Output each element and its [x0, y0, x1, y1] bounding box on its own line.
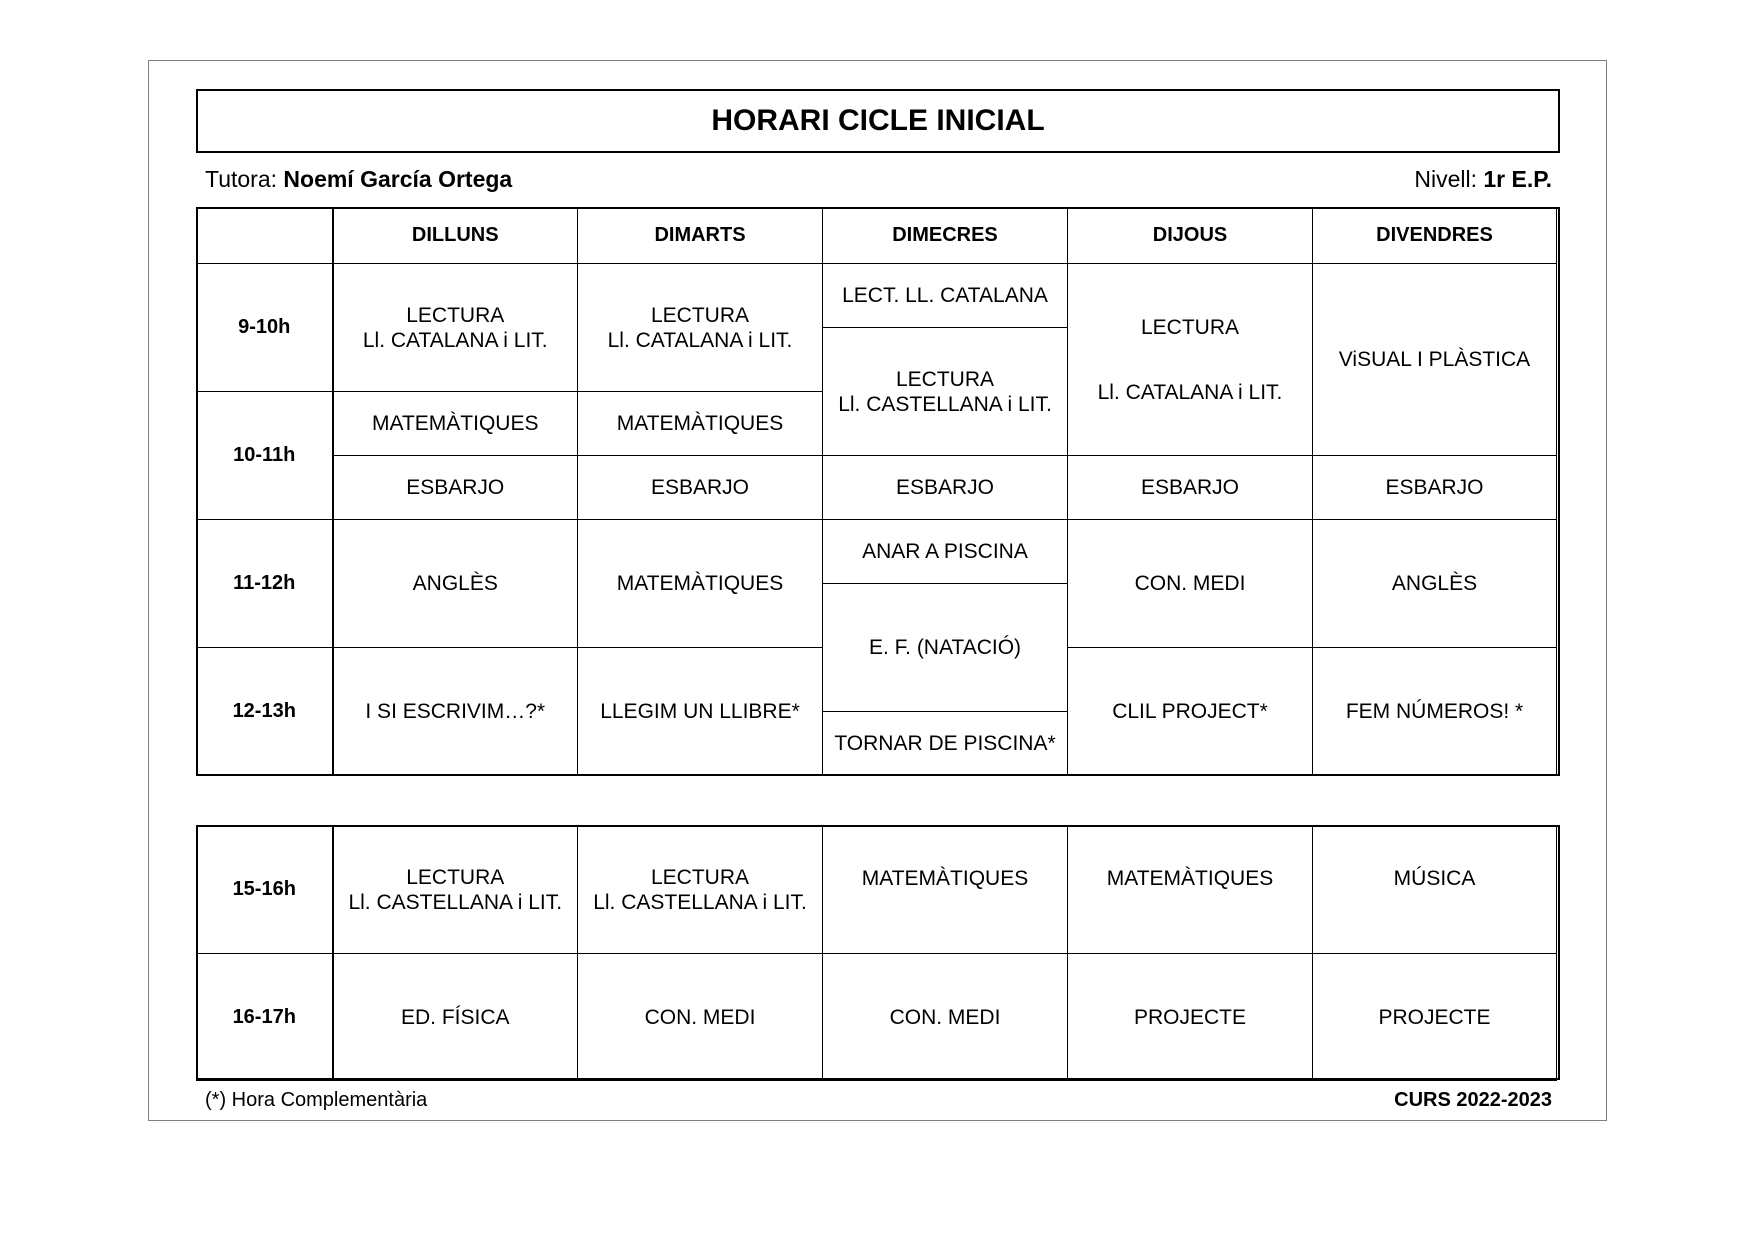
day-header-row	[197, 208, 1557, 264]
level-info	[1414, 166, 1552, 193]
footnote: (*) Hora Complementària	[205, 1089, 428, 1111]
cell-dimecres-lectura-castellana	[823, 328, 1068, 456]
cell-pm-dilluns-lectura	[333, 826, 578, 954]
cell-pm-dijous-projecte: PROJECTE	[1068, 954, 1313, 1081]
cell-pm-dilluns-ed-fisica: ED. FÍSICA	[333, 954, 578, 1081]
cell-divendres-fem-numeros: FEM NÚMEROS! *	[1313, 648, 1557, 776]
cell-divendres-esbarjo: ESBARJO	[1313, 456, 1557, 520]
cell-pm-divendres-musica: MÚSICA	[1313, 826, 1557, 954]
cell-dimecres-ef-natacio: E. F. (NATACIÓ)	[823, 584, 1068, 712]
cell-dilluns-escrivim: I SI ESCRIVIM…?*	[333, 648, 578, 776]
cell-dimecres-esbarjo: ESBARJO	[823, 456, 1068, 520]
cell-pm-dimecres-con-medi: CON. MEDI	[823, 954, 1068, 1081]
day-header-dijous: DIJOUS	[1068, 208, 1313, 264]
cell-line: LECTURA	[406, 865, 505, 889]
level-value: 1r E.P.	[1483, 166, 1552, 192]
morning-schedule-table	[196, 207, 1557, 776]
cell-dimecres-anar-piscina: ANAR A PISCINA	[823, 520, 1068, 584]
cell-line: Ll. CATALANA i LIT.	[362, 328, 548, 352]
cell-line: Ll. CASTELLANA i LIT.	[348, 890, 563, 914]
cell-dimarts-matematiques: MATEMÀTIQUES	[578, 392, 823, 456]
hour-11-12: 11-12h	[197, 520, 333, 648]
cell-line: LECTURA	[650, 865, 750, 889]
hour-10-11: 10-11h	[197, 392, 333, 520]
cell-dimecres-tornar-piscina: TORNAR DE PISCINA*	[823, 712, 1068, 776]
cell-line: Ll. CASTELLANA i LIT.	[593, 890, 807, 914]
cell-dilluns-matematiques: MATEMÀTIQUES	[333, 392, 578, 456]
cell-dimarts-esbarjo: ESBARJO	[578, 456, 823, 520]
cell-dimarts-matematiques-2: MATEMÀTIQUES	[578, 520, 823, 648]
cell-line: Ll. CATALANA i LIT.	[607, 328, 793, 352]
level-label: Nivell:	[1414, 166, 1477, 192]
cell-pm-dimarts-lectura	[578, 826, 823, 954]
schedule-title	[196, 89, 1560, 153]
cell-dimarts-lectura	[578, 264, 823, 392]
cell-pm-dimarts-con-medi: CON. MEDI	[578, 954, 823, 1081]
afternoon-row-15-16	[197, 826, 1557, 954]
cell-line: LECTURA	[1140, 315, 1240, 339]
cell-divendres-visual: ViSUAL I PLÀSTICA	[1313, 264, 1557, 456]
cell-line: Ll. CATALANA i LIT.	[1097, 380, 1283, 404]
day-header-dilluns: DILLUNS	[333, 208, 578, 264]
cell-divendres-angles: ANGLÈS	[1313, 520, 1557, 648]
tutor-info	[205, 166, 512, 193]
cell-dijous-lectura	[1068, 264, 1313, 456]
cell-dilluns-angles: ANGLÈS	[333, 520, 578, 648]
cell-line: LECTURA	[650, 303, 750, 327]
cell-line: LECTURA	[895, 367, 995, 391]
cell-pm-dijous-matematiques: MATEMÀTIQUES	[1068, 826, 1313, 954]
hour-9-10: 9-10h	[197, 264, 333, 392]
tutor-label: Tutora:	[205, 166, 278, 192]
cell-dijous-esbarjo: ESBARJO	[1068, 456, 1313, 520]
course-label: CURS 2022-2023	[1394, 1089, 1552, 1111]
cell-dimarts-llegim: LLEGIM UN LLIBRE*	[578, 648, 823, 776]
cell-dijous-clil: CLIL PROJECT*	[1068, 648, 1313, 776]
corner-cell	[197, 208, 333, 264]
day-header-dimecres: DIMECRES	[823, 208, 1068, 264]
cell-line: Ll. CASTELLANA i LIT.	[838, 392, 1052, 416]
day-header-divendres: DIVENDRES	[1313, 208, 1557, 264]
cell-line: LECTURA	[406, 303, 505, 327]
cell-dilluns-lectura	[333, 264, 578, 392]
hour-16-17: 16-17h	[197, 954, 333, 1081]
tutor-name: Noemí García Ortega	[283, 166, 513, 192]
hour-15-16: 15-16h	[197, 826, 333, 954]
cell-pm-divendres-projecte: PROJECTE	[1313, 954, 1557, 1081]
day-header-dimarts: DIMARTS	[578, 208, 823, 264]
title-text: HORARI CICLE INICIAL	[711, 104, 1045, 137]
cell-dijous-con-medi: CON. MEDI	[1068, 520, 1313, 648]
hour-12-13: 12-13h	[197, 648, 333, 776]
afternoon-schedule-table	[196, 825, 1557, 1081]
cell-dilluns-esbarjo: ESBARJO	[333, 456, 578, 520]
cell-dimecres-lect-catalana: LECT. LL. CATALANA	[823, 264, 1068, 328]
cell-pm-dimecres-matematiques: MATEMÀTIQUES	[823, 826, 1068, 954]
afternoon-row-16-17	[197, 954, 1557, 1081]
